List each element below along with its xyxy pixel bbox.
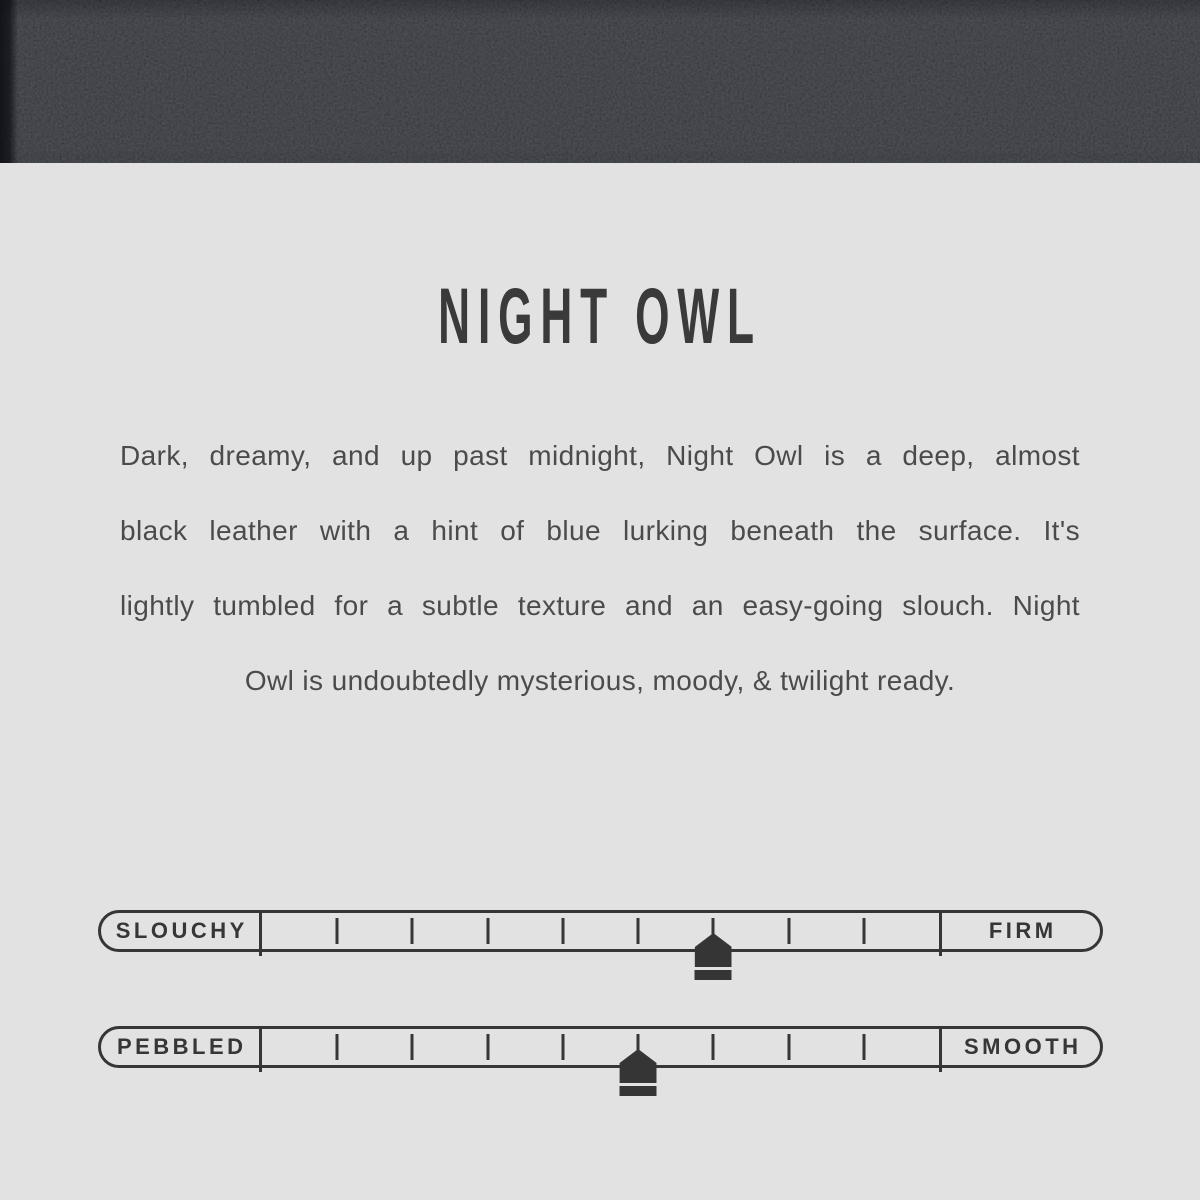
scale-left-label: SLOUCHY: [115, 918, 248, 943]
scale-tick: [561, 918, 564, 944]
leather-swatch-photo: [0, 0, 1200, 163]
marker-pointer: [695, 933, 732, 967]
scale-pebbled-smooth: [98, 1026, 1103, 1068]
scale-tick: [787, 1034, 790, 1060]
scale-marker: [620, 1049, 657, 1096]
scale-tick: [561, 1034, 564, 1060]
scale-tick: [336, 1034, 339, 1060]
scale-tick: [862, 918, 865, 944]
description-line: Owl is undoubtedly mysterious, moody, & twilight ready.: [244, 665, 956, 696]
page-title: [0, 271, 1200, 360]
scale-tick: [486, 918, 489, 944]
description-line: black leather with a hint of blue lurking beneath the surface. It's: [120, 515, 1080, 546]
description-line: Dark, dreamy, and up past midnight, Night Owl is a deep, almost: [120, 440, 1080, 471]
description-line: lightly tumbled for a subtle texture and an easy-going slouch. Night: [120, 590, 1080, 621]
page-title-text: NIGHT OWL: [438, 271, 762, 360]
scale-right-label: FIRM: [988, 918, 1057, 943]
scale-tick: [486, 1034, 489, 1060]
scale-tick: [411, 1034, 414, 1060]
scale-tick: [411, 918, 414, 944]
scale-left-label: PEBBLED: [116, 1034, 247, 1059]
scale-tick: [712, 1034, 715, 1060]
leather-texture-graphic: [0, 0, 1200, 163]
scale-tick: [862, 1034, 865, 1060]
marker-pointer: [620, 1049, 657, 1083]
scale-slouchy-firm: [98, 910, 1103, 952]
marker-base: [620, 1086, 657, 1096]
scale-track: [262, 913, 939, 949]
color-description: [120, 418, 1080, 718]
scale-track: [262, 1029, 939, 1065]
marker-base: [695, 970, 732, 980]
scale-tick: [336, 918, 339, 944]
scale-right-label: SMOOTH: [963, 1034, 1082, 1059]
scale-tick: [637, 918, 640, 944]
scale-marker: [695, 933, 732, 980]
scale-tick: [787, 918, 790, 944]
